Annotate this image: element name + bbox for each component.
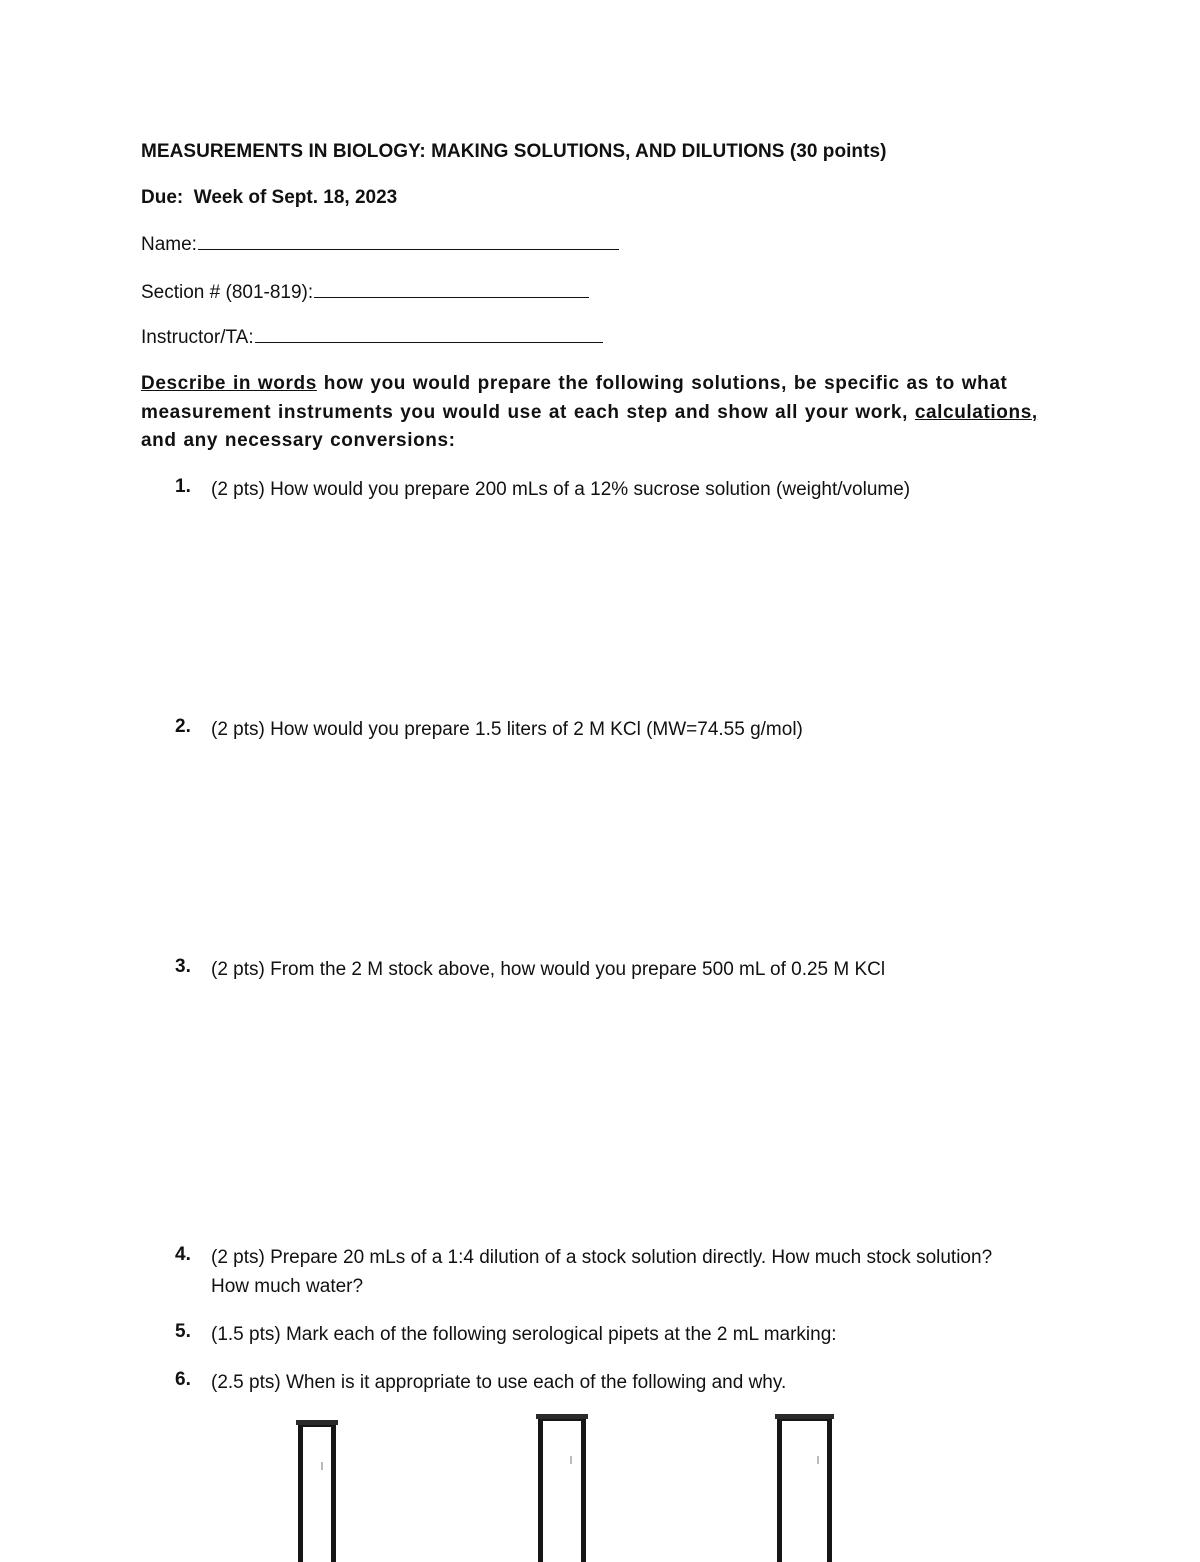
question-text: (1.5 pts) Mark each of the following serological pipets at the 2 mL marking: xyxy=(211,1324,837,1345)
question-number: 6. xyxy=(175,1369,191,1390)
page-title: MEASUREMENTS IN BIOLOGY: MAKING SOLUTIONS, AND DILUTIONS (30 points) xyxy=(141,141,887,162)
pipet-mark xyxy=(817,1456,819,1464)
question-number: 2. xyxy=(175,716,191,737)
question-text: (2 pts) How would you prepare 200 mLs of a 12% sucrose solution (weight/volume) xyxy=(211,479,911,500)
instructions-end: and any necessary conversions: xyxy=(141,430,456,451)
pipet-icon[interactable] xyxy=(298,1422,336,1562)
question-text: (2.5 pts) When is it appropriate to use each of the following and why. xyxy=(211,1372,787,1393)
section-blank-line[interactable] xyxy=(314,279,589,298)
due-date: Due: Week of Sept. 18, 2023 xyxy=(141,187,398,208)
instructions-body: how you would prepare the following solutions, be specific as to what measurement instruments you would use at each step and show all your work, xyxy=(141,373,1008,423)
instructor-label: Instructor/TA: xyxy=(141,327,254,348)
instructor-blank-line[interactable] xyxy=(255,324,603,343)
pipet-mark xyxy=(570,1456,572,1464)
question-number: 3. xyxy=(175,956,191,977)
instructions-calculations: calculations, xyxy=(914,401,1038,423)
pipet-mark xyxy=(321,1462,323,1470)
name-field[interactable] xyxy=(141,231,619,256)
instructor-field[interactable] xyxy=(141,324,603,349)
pipet-icon[interactable] xyxy=(777,1416,832,1562)
pipet-icon[interactable] xyxy=(538,1416,586,1562)
question-text: (2 pts) How would you prepare 1.5 liters of 2 M KCl (MW=74.55 g/mol) xyxy=(211,719,803,740)
question-number: 4. xyxy=(175,1244,191,1265)
question-number: 5. xyxy=(175,1321,191,1342)
name-label: Name: xyxy=(141,234,197,255)
pipet-cap xyxy=(536,1414,588,1419)
section-label: Section # (801-819): xyxy=(141,282,314,303)
instructions-paragraph xyxy=(141,370,1071,456)
instructions-lead: Describe in words xyxy=(141,373,317,394)
question-text: (2 pts) Prepare 20 mLs of a 1:4 dilution of a stock solution directly. How much stock solution? How much water? xyxy=(211,1247,993,1297)
pipet-cap xyxy=(775,1414,834,1419)
question-text: (2 pts) From the 2 M stock above, how would you prepare 500 mL of 0.25 M KCl xyxy=(211,959,886,980)
pipet-cap xyxy=(296,1420,338,1425)
question-number: 1. xyxy=(175,476,191,497)
name-blank-line[interactable] xyxy=(198,231,619,250)
section-field[interactable] xyxy=(141,279,589,304)
